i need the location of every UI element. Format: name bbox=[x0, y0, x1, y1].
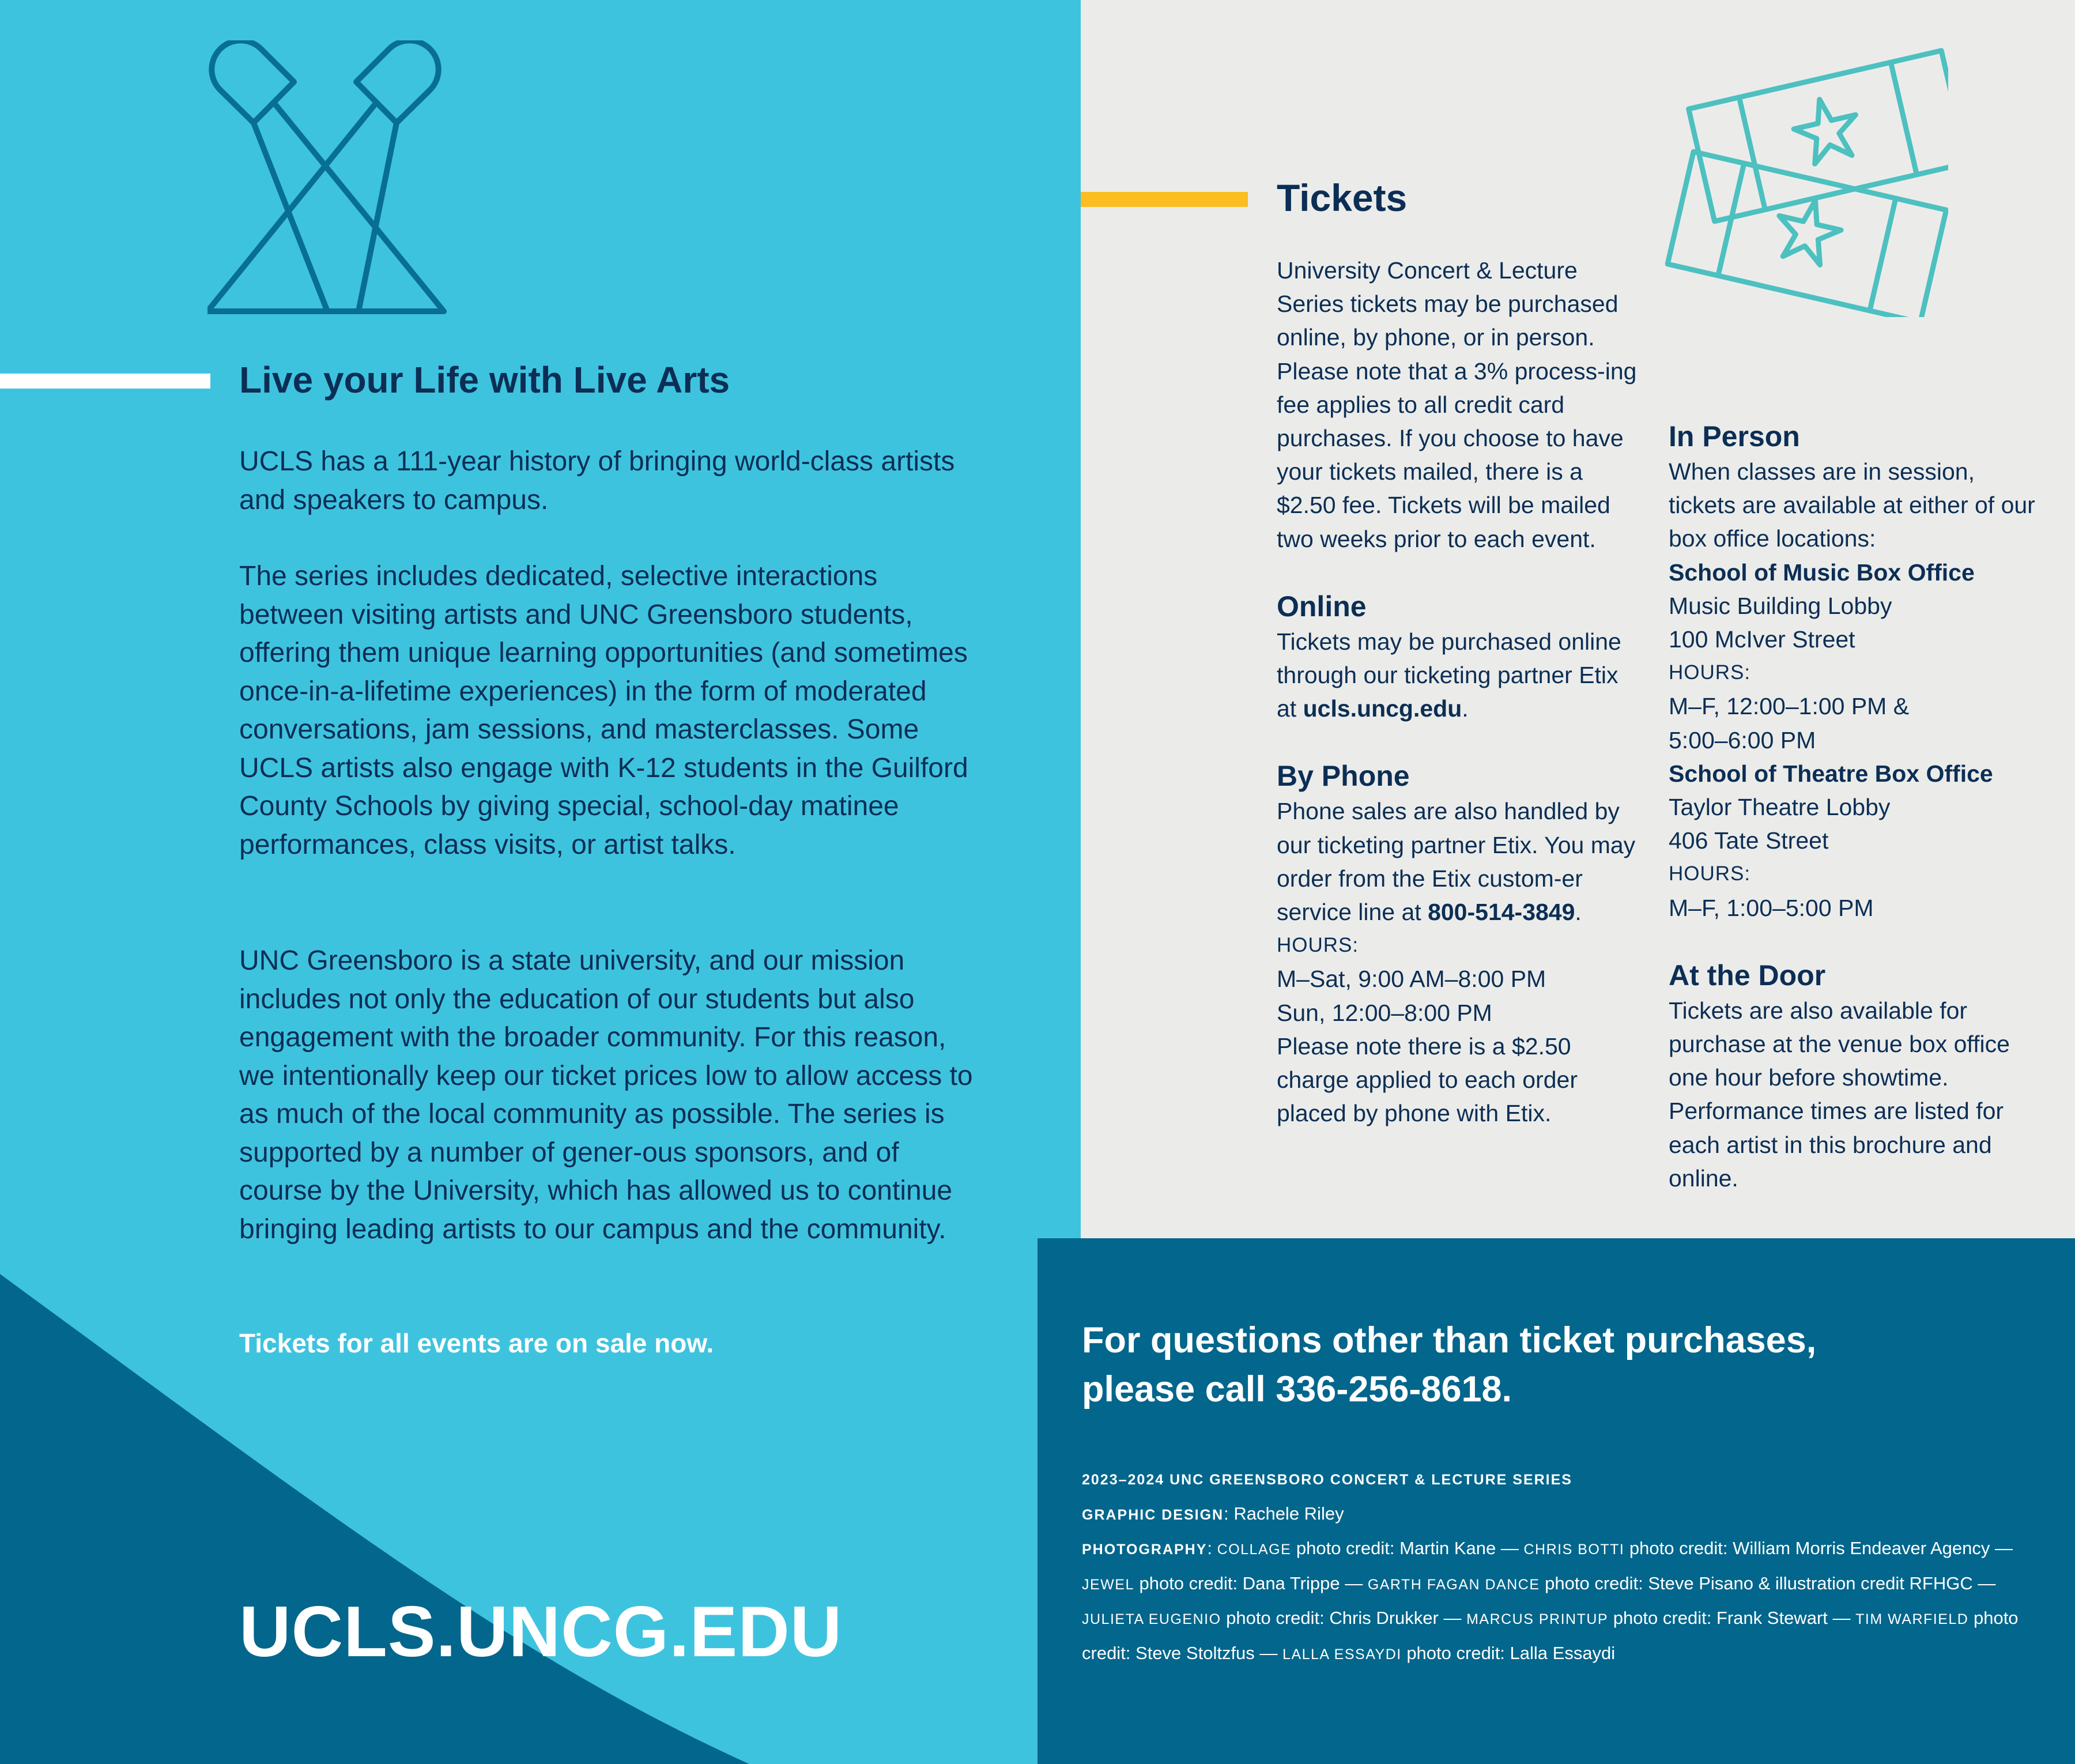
questions-phone-line: please call 336-256-8618. bbox=[1082, 1369, 1512, 1409]
theatre-address: 406 Tate Street bbox=[1669, 827, 1829, 854]
music-address: 100 McIver Street bbox=[1669, 626, 1855, 653]
theatre-hours-label: HOURS: bbox=[1669, 862, 1751, 885]
tickets-column-right bbox=[1669, 418, 2038, 1195]
music-location: Music Building Lobby bbox=[1669, 592, 1892, 619]
interactions-paragraph: The series includes dedicated, selective interactions between visiting artists and UNC Greensboro students, offering them unique learning opportunities (and sometimes once-in-a-lifetime experiences) in the form of moderated conversations, jam sessions, and masterclasses. Some UCLS artists also engage with K-12 students in the Guilford County Schools by giving special, school-day matinee performances, class visits, or artist talks. bbox=[239, 561, 968, 860]
music-hours-2: 5:00–6:00 PM bbox=[1669, 726, 1816, 753]
ticket-stubs-star-icon bbox=[1660, 35, 1948, 317]
website-url-large: UCLS.UNCG.EDU bbox=[239, 1592, 843, 1672]
crossed-spotlights-icon bbox=[207, 40, 484, 317]
tickets-column-left bbox=[1277, 254, 1643, 1130]
online-heading: Online bbox=[1277, 590, 1367, 623]
at-door-text: Tickets are also available for purchase at the venue box office one hour before showtime. Performance times are listed for each artist in this brochure and online. bbox=[1669, 997, 2010, 1192]
design-credit: GRAPHIC DESIGN: Rachele Riley bbox=[1082, 1503, 1344, 1524]
series-line: 2023–2024 UNC GREENSBORO CONCERT & LECTURE SERIES bbox=[1082, 1472, 1572, 1488]
music-hours-label: HOURS: bbox=[1669, 661, 1751, 684]
theatre-hours: M–F, 1:00–5:00 PM bbox=[1669, 894, 1874, 921]
yellow-accent-rule bbox=[1081, 192, 1248, 207]
on-sale-notice: Tickets for all events are on sale now. bbox=[239, 1328, 714, 1358]
website-link[interactable]: ucls.uncg.edu bbox=[1303, 695, 1462, 722]
phone-hours-sunday: Sun, 12:00–8:00 PM bbox=[1277, 999, 1492, 1026]
music-hours-1: M–F, 12:00–1:00 PM & bbox=[1669, 693, 1910, 720]
phone-number: 800-514-3849 bbox=[1428, 899, 1575, 926]
questions-callout: For questions other than ticket purchases, please call 336-256-8618. bbox=[1082, 1320, 1817, 1409]
music-box-office: School of Music Box Office bbox=[1669, 559, 1975, 586]
phone-heading: By Phone bbox=[1277, 760, 1410, 793]
mission-paragraph: UNC Greensboro is a state university, and our mission includes not only the education of our students but also engagement with the broader community. For this reason, we intentionally keep our ticket prices low to allow access to as much of the local community as possible. The series is supported by a number of gener-ous sponsors, and of course by the University, which has allowed us to continue bringing leading artists to our campus and the community. bbox=[239, 945, 973, 1245]
credits-block bbox=[1082, 1463, 2033, 1671]
theatre-location: Taylor Theatre Lobby bbox=[1669, 794, 1891, 821]
phone-hours-weekday: M–Sat, 9:00 AM–8:00 PM bbox=[1277, 966, 1546, 993]
history-paragraph: UCLS has a 111-year history of bringing world-class artists and speakers to campus. bbox=[239, 446, 955, 515]
tickets-heading: Tickets bbox=[1277, 176, 1408, 219]
tickets-intro: University Concert & Lecture Series tickets may be purchased online, by phone, or in person. Please note that a 3% process-ing fee applies to all credit card purchases. If you choose to have your tickets mailed, there is a $2.50 fee. Tickets will be mailed two weeks prior to each event. bbox=[1277, 257, 1637, 552]
photo-credits: PHOTOGRAPHY: COLLAGE photo credit: Martin Kane — CHRIS BOTTI photo credit: William Morris Endeaver Agency — JEWEL photo credit: Dana Trippe — GARTH FAGAN DANCE photo credit: Steve Pisano & illustration credit RFHGC — JULIETA EUGENIO photo credit: Chris Drukker — MARCUS PRINTUP photo credit: Frank Stewart — TIM WARFIELD photo credit: Steve Stoltzfus — LALLA ESSAYDI photo credit: Lalla Essaydi bbox=[1082, 1538, 2019, 1663]
phone-text: Phone sales are also handled by our ticketing partner Etix. You may order from the Etix custom-er service line at 800-514-3849. bbox=[1277, 798, 1636, 926]
at-door-heading: At the Door bbox=[1669, 959, 1826, 992]
phone-charge-note: Please note there is a $2.50 charge applied to each order placed by phone with Etix. bbox=[1277, 1032, 1578, 1127]
theatre-box-office: School of Theatre Box Office bbox=[1669, 760, 1993, 787]
live-arts-heading: Live your Life with Live Arts bbox=[239, 359, 730, 401]
in-person-heading: In Person bbox=[1669, 420, 1800, 453]
in-person-text: When classes are in session, tickets are available at either of our box office locations: bbox=[1669, 458, 2035, 552]
online-text: Tickets may be purchased online through our ticketing partner Etix at ucls.uncg.edu. bbox=[1277, 628, 1621, 722]
white-accent-rule bbox=[0, 374, 210, 389]
phone-hours-label: HOURS: bbox=[1277, 934, 1359, 957]
